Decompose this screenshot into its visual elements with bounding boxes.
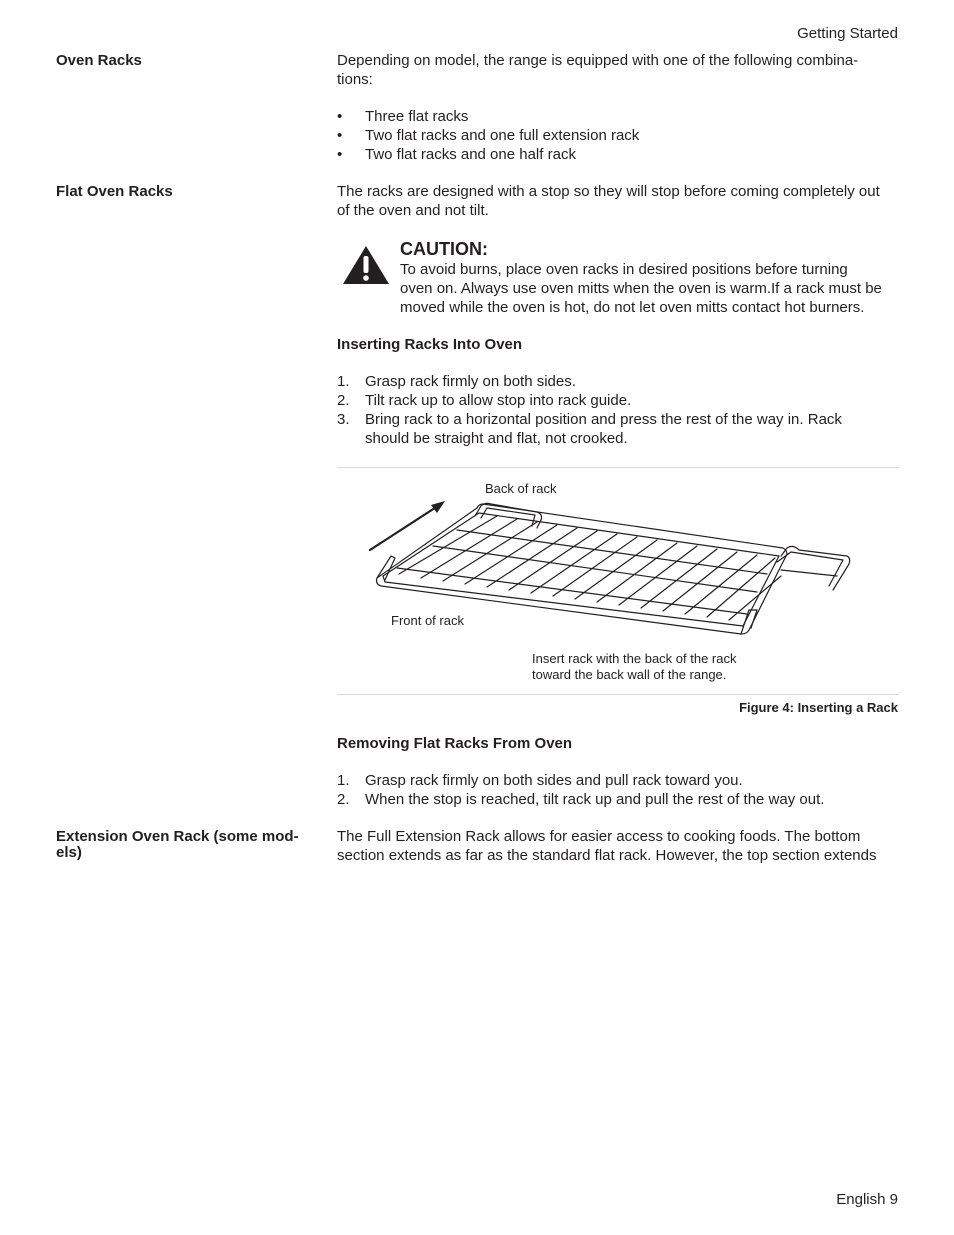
step-text: When the stop is reached, tilt rack up and pull the rest of the way out. [365,791,825,808]
rack-combinations-list [337,107,899,164]
heading-extension-rack [56,829,318,861]
oven-racks-intro [337,51,899,89]
caution-line: oven on. Always use oven mitts when the oven is warm.If a rack must be [400,280,882,297]
list-item [337,372,899,391]
figure-note-line: Insert rack with the back of the rack [532,651,737,666]
step-number: 3. [337,411,350,428]
inserting-steps [337,372,899,448]
figure-note-line: toward the back wall of the range. [532,667,727,682]
caution-line: moved while the oven is hot, do not let oven mitts contact hot burners. [400,299,865,316]
flat-racks-text [337,182,899,220]
list-item-text: Three flat racks [365,108,469,125]
list-item [337,391,899,410]
list-item [337,126,899,145]
step-text-cont: should be straight and flat, not crooked. [365,430,628,447]
page-number: English 9 [836,1191,898,1208]
text-line: section extends as far as the standard flat rack. However, the top section extends [337,847,877,864]
intro-line: tions: [337,71,373,88]
step-number: 1. [337,772,350,789]
heading-oven-racks: Oven Racks [56,52,142,69]
heading-line: els) [56,844,82,861]
caution-title: CAUTION: [400,239,488,259]
removing-steps [337,771,899,809]
text-line: The Full Extension Rack allows for easier access to cooking foods. The bottom [337,828,861,845]
figure-caption: Figure 4: Inserting a Rack [739,700,898,715]
step-number: 2. [337,392,350,409]
caution-text [400,260,900,317]
label-back-of-rack: Back of rack [485,481,557,496]
step-text: Bring rack to a horizontal position and press the rest of the way in. Rack [365,411,842,428]
running-header: Getting Started [797,25,898,42]
list-item [337,790,899,809]
text-line: The racks are designed with a stop so they will stop before coming completely out [337,183,880,200]
bullet-mark: • [337,127,343,144]
text-line: of the oven and not tilt. [337,202,489,219]
step-number: 2. [337,791,350,808]
step-text: Grasp rack firmly on both sides. [365,373,576,390]
list-item [337,771,899,790]
heading-line: Extension Oven Rack (some mod- [56,828,299,845]
list-item-text: Two flat racks and one full extension rack [365,127,640,144]
bullet-mark: • [337,108,343,125]
bullet-mark: • [337,146,343,163]
warning-triangle-icon [341,244,391,286]
extension-text [337,827,899,865]
list-item [337,410,899,448]
rack-illustration [337,468,899,692]
intro-line: Depending on model, the range is equipped with one of the following combina- [337,52,859,69]
list-item [337,107,899,126]
step-text: Grasp rack firmly on both sides and pull rack toward you. [365,772,743,789]
heading-removing-racks: Removing Flat Racks From Oven [337,735,573,752]
list-item-text: Two flat racks and one half rack [365,146,576,163]
step-text: Tilt rack up to allow stop into rack guide. [365,392,632,409]
step-number: 1. [337,373,350,390]
caution-line: To avoid burns, place oven racks in desired positions before turning [400,261,848,278]
heading-flat-oven-racks: Flat Oven Racks [56,183,173,200]
label-front-of-rack: Front of rack [391,613,464,628]
list-item [337,145,899,164]
heading-inserting-racks: Inserting Racks Into Oven [337,336,523,353]
